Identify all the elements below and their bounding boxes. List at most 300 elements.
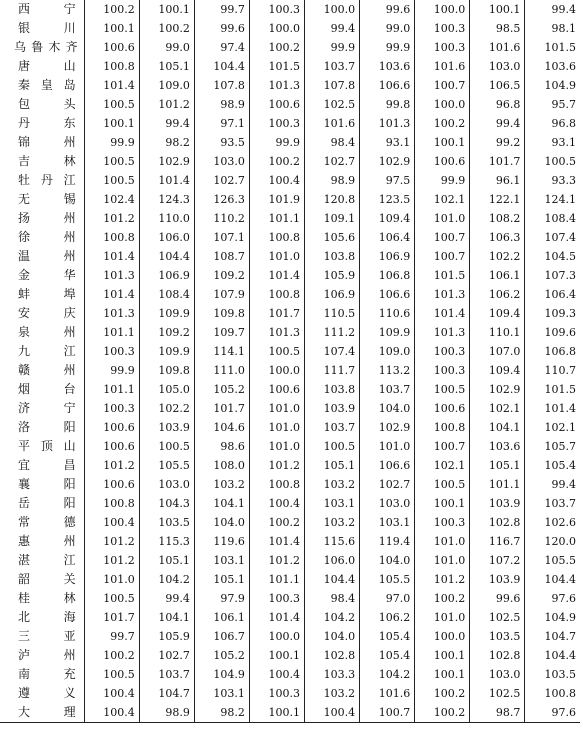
index-value-cell: 97.9 bbox=[194, 589, 249, 608]
index-value-cell: 106.9 bbox=[305, 285, 360, 304]
city-name-cell: 无锡 bbox=[18, 192, 76, 206]
table-row bbox=[0, 532, 580, 551]
index-value-cell: 104.2 bbox=[360, 665, 415, 684]
index-value-cell: 100.3 bbox=[415, 361, 470, 380]
index-value-cell: 101.3 bbox=[415, 323, 470, 342]
index-value-cell: 109.8 bbox=[139, 361, 194, 380]
index-value-cell: 104.0 bbox=[360, 551, 415, 570]
index-value-cell: 102.5 bbox=[305, 95, 360, 114]
index-value-cell: 100.3 bbox=[415, 19, 470, 38]
table-row bbox=[0, 171, 580, 190]
table-row bbox=[0, 551, 580, 570]
city-name-cell: 韶关 bbox=[18, 572, 76, 586]
index-value-cell: 102.9 bbox=[360, 418, 415, 437]
index-value-cell: 100.6 bbox=[415, 152, 470, 171]
index-value-cell: 115.3 bbox=[139, 532, 194, 551]
index-value-cell: 103.5 bbox=[525, 665, 580, 684]
index-value-cell: 103.9 bbox=[139, 418, 194, 437]
index-value-cell: 103.0 bbox=[470, 665, 525, 684]
index-value-cell: 124.3 bbox=[139, 190, 194, 209]
index-value-cell: 98.2 bbox=[139, 133, 194, 152]
city-name-cell: 赣州 bbox=[18, 363, 76, 377]
index-value-cell: 102.6 bbox=[525, 513, 580, 532]
index-value-cell: 101.5 bbox=[415, 266, 470, 285]
index-value-cell: 100.5 bbox=[415, 380, 470, 399]
index-value-cell: 102.7 bbox=[360, 475, 415, 494]
index-value-cell: 101.9 bbox=[249, 190, 304, 209]
table-row bbox=[0, 418, 580, 437]
index-value-cell: 99.7 bbox=[84, 627, 139, 646]
index-value-cell: 109.7 bbox=[194, 323, 249, 342]
index-value-cell: 101.0 bbox=[249, 418, 304, 437]
index-value-cell: 103.9 bbox=[470, 494, 525, 513]
city-name-cell: 牡丹江 bbox=[18, 173, 76, 187]
index-value-cell: 101.2 bbox=[415, 570, 470, 589]
index-value-cell: 99.7 bbox=[194, 0, 249, 19]
table-row bbox=[0, 475, 580, 494]
index-value-cell: 101.6 bbox=[360, 684, 415, 703]
city-name-cell: 吉林 bbox=[18, 154, 76, 168]
table-row bbox=[0, 38, 580, 57]
index-value-cell: 100.5 bbox=[415, 475, 470, 494]
table-row bbox=[0, 266, 580, 285]
index-value-cell: 122.1 bbox=[470, 190, 525, 209]
index-value-cell: 100.5 bbox=[249, 342, 304, 361]
table-row bbox=[0, 342, 580, 361]
index-value-cell: 98.9 bbox=[139, 703, 194, 723]
index-value-cell: 101.0 bbox=[249, 399, 304, 418]
index-value-cell: 100.0 bbox=[249, 627, 304, 646]
index-value-cell: 102.5 bbox=[470, 608, 525, 627]
table-row bbox=[0, 684, 580, 703]
index-value-cell: 100.8 bbox=[249, 285, 304, 304]
index-value-cell: 100.8 bbox=[84, 57, 139, 76]
index-value-cell: 100.7 bbox=[415, 437, 470, 456]
index-value-cell: 103.7 bbox=[305, 57, 360, 76]
index-value-cell: 101.4 bbox=[525, 399, 580, 418]
index-value-cell: 104.6 bbox=[194, 418, 249, 437]
index-value-cell: 126.3 bbox=[194, 190, 249, 209]
index-value-cell: 95.7 bbox=[525, 95, 580, 114]
index-value-cell: 102.1 bbox=[415, 190, 470, 209]
index-value-cell: 103.5 bbox=[139, 513, 194, 532]
index-value-cell: 103.7 bbox=[139, 665, 194, 684]
index-value-cell: 101.5 bbox=[525, 380, 580, 399]
index-value-cell: 103.1 bbox=[305, 494, 360, 513]
table-row bbox=[0, 190, 580, 209]
index-value-cell: 100.0 bbox=[249, 19, 304, 38]
index-value-cell: 105.1 bbox=[194, 570, 249, 589]
city-name-cell: 包头 bbox=[18, 97, 76, 111]
index-value-cell: 101.0 bbox=[415, 608, 470, 627]
index-value-cell: 103.6 bbox=[360, 57, 415, 76]
index-value-cell: 104.9 bbox=[194, 665, 249, 684]
index-value-cell: 100.1 bbox=[249, 646, 304, 665]
index-value-cell: 100.6 bbox=[249, 380, 304, 399]
index-value-cell: 100.1 bbox=[249, 703, 304, 723]
city-name-cell: 乌鲁木齐 bbox=[14, 40, 78, 54]
index-value-cell: 99.9 bbox=[84, 361, 139, 380]
table-row bbox=[0, 304, 580, 323]
table-row bbox=[0, 380, 580, 399]
index-value-cell: 106.4 bbox=[525, 285, 580, 304]
index-value-cell: 100.5 bbox=[84, 171, 139, 190]
index-value-cell: 107.8 bbox=[194, 76, 249, 95]
table-row bbox=[0, 494, 580, 513]
index-value-cell: 99.0 bbox=[360, 19, 415, 38]
index-value-cell: 109.2 bbox=[139, 323, 194, 342]
index-value-cell: 100.4 bbox=[84, 513, 139, 532]
index-value-cell: 105.1 bbox=[470, 456, 525, 475]
table-row bbox=[0, 570, 580, 589]
index-value-cell: 99.4 bbox=[139, 114, 194, 133]
index-value-cell: 104.0 bbox=[305, 627, 360, 646]
index-value-cell: 100.5 bbox=[84, 95, 139, 114]
index-value-cell: 103.2 bbox=[305, 684, 360, 703]
index-value-cell: 99.4 bbox=[525, 475, 580, 494]
index-value-cell: 101.1 bbox=[84, 323, 139, 342]
index-value-cell: 100.5 bbox=[84, 665, 139, 684]
index-value-cell: 100.8 bbox=[84, 228, 139, 247]
index-value-cell: 101.4 bbox=[249, 266, 304, 285]
city-name-cell: 九江 bbox=[18, 344, 76, 358]
index-value-cell: 106.1 bbox=[470, 266, 525, 285]
index-value-cell: 104.2 bbox=[305, 608, 360, 627]
index-value-cell: 103.0 bbox=[194, 152, 249, 171]
table-row bbox=[0, 209, 580, 228]
index-value-cell: 107.9 bbox=[194, 285, 249, 304]
city-name-cell: 泉州 bbox=[18, 325, 76, 339]
index-value-cell: 104.1 bbox=[139, 608, 194, 627]
index-value-cell: 99.4 bbox=[470, 114, 525, 133]
index-value-cell: 101.3 bbox=[84, 266, 139, 285]
table-row bbox=[0, 95, 580, 114]
index-value-cell: 120.8 bbox=[305, 190, 360, 209]
index-value-cell: 98.2 bbox=[194, 703, 249, 723]
index-value-cell: 101.2 bbox=[249, 551, 304, 570]
index-value-cell: 104.0 bbox=[360, 399, 415, 418]
table-row bbox=[0, 437, 580, 456]
index-value-cell: 110.5 bbox=[305, 304, 360, 323]
index-value-cell: 102.2 bbox=[139, 399, 194, 418]
index-value-cell: 100.4 bbox=[249, 494, 304, 513]
index-value-cell: 102.1 bbox=[470, 399, 525, 418]
index-value-cell: 106.6 bbox=[360, 456, 415, 475]
index-value-cell: 109.1 bbox=[305, 209, 360, 228]
index-value-cell: 106.5 bbox=[470, 76, 525, 95]
index-value-cell: 105.9 bbox=[139, 627, 194, 646]
index-value-cell: 108.4 bbox=[139, 285, 194, 304]
index-value-cell: 102.2 bbox=[470, 247, 525, 266]
index-value-cell: 105.2 bbox=[194, 646, 249, 665]
index-value-cell: 100.3 bbox=[84, 399, 139, 418]
index-value-cell: 104.4 bbox=[194, 57, 249, 76]
index-value-cell: 99.9 bbox=[84, 133, 139, 152]
index-value-cell: 103.8 bbox=[305, 380, 360, 399]
index-value-cell: 96.1 bbox=[470, 171, 525, 190]
index-value-cell: 105.9 bbox=[305, 266, 360, 285]
index-value-cell: 100.4 bbox=[249, 171, 304, 190]
index-value-cell: 100.2 bbox=[84, 0, 139, 19]
index-value-cell: 100.8 bbox=[525, 684, 580, 703]
index-value-cell: 101.7 bbox=[249, 304, 304, 323]
index-value-cell: 101.2 bbox=[84, 532, 139, 551]
index-value-cell: 109.0 bbox=[139, 76, 194, 95]
city-name-cell: 丹东 bbox=[18, 116, 76, 130]
city-name-cell: 湛江 bbox=[18, 553, 76, 567]
index-value-cell: 93.3 bbox=[525, 171, 580, 190]
index-value-cell: 102.8 bbox=[470, 513, 525, 532]
index-value-cell: 114.1 bbox=[194, 342, 249, 361]
index-value-cell: 103.0 bbox=[139, 475, 194, 494]
index-value-cell: 97.6 bbox=[525, 703, 580, 723]
index-value-cell: 100.1 bbox=[139, 0, 194, 19]
index-value-cell: 107.8 bbox=[305, 76, 360, 95]
index-value-cell: 104.9 bbox=[525, 608, 580, 627]
index-value-cell: 100.4 bbox=[84, 684, 139, 703]
index-value-cell: 102.7 bbox=[139, 646, 194, 665]
index-value-cell: 109.0 bbox=[360, 342, 415, 361]
index-value-cell: 101.2 bbox=[84, 209, 139, 228]
index-value-cell: 109.2 bbox=[194, 266, 249, 285]
index-value-cell: 103.9 bbox=[470, 570, 525, 589]
index-value-cell: 116.7 bbox=[470, 532, 525, 551]
index-value-cell: 100.1 bbox=[415, 133, 470, 152]
index-value-cell: 100.5 bbox=[84, 589, 139, 608]
table-row bbox=[0, 19, 580, 38]
index-value-cell: 100.7 bbox=[415, 247, 470, 266]
table-row bbox=[0, 665, 580, 684]
table-row bbox=[0, 0, 580, 19]
index-value-cell: 106.2 bbox=[470, 285, 525, 304]
index-value-cell: 107.2 bbox=[470, 551, 525, 570]
index-value-cell: 101.1 bbox=[470, 475, 525, 494]
index-value-cell: 119.6 bbox=[194, 532, 249, 551]
index-value-cell: 101.5 bbox=[249, 57, 304, 76]
city-name-cell: 平顶山 bbox=[18, 439, 76, 453]
table-row bbox=[0, 703, 580, 723]
city-name-cell: 唐山 bbox=[18, 59, 76, 73]
index-value-cell: 101.4 bbox=[249, 608, 304, 627]
index-value-cell: 100.2 bbox=[415, 589, 470, 608]
index-value-cell: 101.7 bbox=[470, 152, 525, 171]
index-value-cell: 124.1 bbox=[525, 190, 580, 209]
index-value-cell: 104.1 bbox=[470, 418, 525, 437]
index-value-cell: 103.8 bbox=[305, 247, 360, 266]
index-value-cell: 102.9 bbox=[470, 380, 525, 399]
index-value-cell: 101.0 bbox=[84, 570, 139, 589]
city-name-cell: 宜昌 bbox=[18, 458, 76, 472]
index-value-cell: 103.6 bbox=[525, 57, 580, 76]
index-value-cell: 100.6 bbox=[415, 399, 470, 418]
index-value-cell: 109.9 bbox=[360, 323, 415, 342]
index-value-cell: 99.2 bbox=[470, 133, 525, 152]
index-value-cell: 102.1 bbox=[415, 456, 470, 475]
index-value-cell: 97.5 bbox=[360, 171, 415, 190]
index-value-cell: 100.5 bbox=[84, 152, 139, 171]
index-value-cell: 105.2 bbox=[194, 380, 249, 399]
city-name-cell: 常德 bbox=[18, 515, 76, 529]
index-value-cell: 99.6 bbox=[360, 0, 415, 19]
index-value-cell: 105.1 bbox=[305, 456, 360, 475]
index-value-cell: 104.2 bbox=[139, 570, 194, 589]
index-value-cell: 108.2 bbox=[470, 209, 525, 228]
index-value-cell: 98.9 bbox=[194, 95, 249, 114]
city-name-cell: 泸州 bbox=[18, 648, 76, 662]
index-value-cell: 97.0 bbox=[360, 589, 415, 608]
index-value-cell: 100.2 bbox=[249, 38, 304, 57]
city-name-cell: 蚌埠 bbox=[18, 287, 76, 301]
index-value-cell: 93.1 bbox=[525, 133, 580, 152]
city-name-cell: 惠州 bbox=[18, 534, 76, 548]
index-value-cell: 110.7 bbox=[525, 361, 580, 380]
index-value-cell: 101.4 bbox=[84, 247, 139, 266]
index-value-cell: 102.1 bbox=[525, 418, 580, 437]
index-value-cell: 102.9 bbox=[360, 152, 415, 171]
index-value-cell: 111.0 bbox=[194, 361, 249, 380]
index-value-cell: 103.0 bbox=[360, 494, 415, 513]
index-value-cell: 101.3 bbox=[360, 114, 415, 133]
index-value-cell: 102.7 bbox=[194, 171, 249, 190]
index-value-cell: 100.1 bbox=[470, 0, 525, 19]
index-value-cell: 100.8 bbox=[84, 494, 139, 513]
table-row bbox=[0, 114, 580, 133]
index-value-cell: 100.1 bbox=[415, 665, 470, 684]
index-value-cell: 108.7 bbox=[194, 247, 249, 266]
city-name-cell: 温州 bbox=[18, 249, 76, 263]
index-value-cell: 107.0 bbox=[470, 342, 525, 361]
city-name-cell: 遵义 bbox=[18, 686, 76, 700]
index-value-cell: 101.3 bbox=[249, 323, 304, 342]
index-value-cell: 101.5 bbox=[525, 38, 580, 57]
index-value-cell: 100.2 bbox=[249, 513, 304, 532]
index-value-cell: 101.6 bbox=[305, 114, 360, 133]
table-row bbox=[0, 323, 580, 342]
table-row bbox=[0, 646, 580, 665]
index-value-cell: 101.6 bbox=[470, 38, 525, 57]
index-value-cell: 100.2 bbox=[249, 152, 304, 171]
index-value-cell: 103.2 bbox=[194, 475, 249, 494]
index-value-cell: 104.0 bbox=[194, 513, 249, 532]
index-value-cell: 100.8 bbox=[249, 228, 304, 247]
index-value-cell: 101.4 bbox=[249, 532, 304, 551]
index-value-cell: 109.8 bbox=[194, 304, 249, 323]
index-value-cell: 113.2 bbox=[360, 361, 415, 380]
index-value-cell: 100.0 bbox=[415, 0, 470, 19]
index-value-cell: 109.4 bbox=[360, 209, 415, 228]
index-value-cell: 100.0 bbox=[249, 361, 304, 380]
index-value-cell: 99.9 bbox=[305, 38, 360, 57]
index-value-cell: 98.9 bbox=[305, 171, 360, 190]
index-value-cell: 104.9 bbox=[525, 76, 580, 95]
table-row bbox=[0, 285, 580, 304]
index-value-cell: 109.9 bbox=[139, 304, 194, 323]
index-value-cell: 100.1 bbox=[84, 19, 139, 38]
index-value-cell: 98.1 bbox=[525, 19, 580, 38]
index-value-cell: 99.4 bbox=[525, 0, 580, 19]
index-value-cell: 101.1 bbox=[84, 380, 139, 399]
index-value-cell: 105.4 bbox=[360, 627, 415, 646]
index-value-cell: 101.6 bbox=[415, 57, 470, 76]
index-value-cell: 101.3 bbox=[84, 304, 139, 323]
index-value-cell: 104.3 bbox=[139, 494, 194, 513]
index-value-cell: 100.2 bbox=[415, 684, 470, 703]
index-value-cell: 101.1 bbox=[249, 570, 304, 589]
index-value-cell: 97.4 bbox=[194, 38, 249, 57]
table-row bbox=[0, 456, 580, 475]
index-value-cell: 101.3 bbox=[249, 76, 304, 95]
index-value-cell: 98.7 bbox=[470, 703, 525, 723]
index-value-cell: 99.4 bbox=[305, 19, 360, 38]
index-value-cell: 98.6 bbox=[194, 437, 249, 456]
index-value-cell: 101.4 bbox=[84, 76, 139, 95]
index-value-cell: 105.7 bbox=[525, 437, 580, 456]
index-value-cell: 106.3 bbox=[470, 228, 525, 247]
city-name-cell: 扬州 bbox=[18, 211, 76, 225]
index-value-cell: 98.5 bbox=[470, 19, 525, 38]
city-name-cell: 大理 bbox=[0, 703, 84, 723]
index-value-cell: 103.5 bbox=[470, 627, 525, 646]
index-value-cell: 100.2 bbox=[84, 646, 139, 665]
index-value-cell: 111.2 bbox=[305, 323, 360, 342]
index-value-cell: 100.8 bbox=[249, 475, 304, 494]
index-value-cell: 100.7 bbox=[415, 228, 470, 247]
index-value-cell: 100.2 bbox=[415, 114, 470, 133]
index-value-cell: 100.1 bbox=[415, 494, 470, 513]
index-value-cell: 104.1 bbox=[194, 494, 249, 513]
index-value-cell: 104.4 bbox=[525, 570, 580, 589]
city-name-cell: 桂林 bbox=[18, 591, 76, 605]
index-value-cell: 104.7 bbox=[139, 684, 194, 703]
index-value-cell: 96.8 bbox=[470, 95, 525, 114]
index-value-cell: 99.4 bbox=[139, 589, 194, 608]
index-value-cell: 101.0 bbox=[360, 437, 415, 456]
index-value-cell: 110.1 bbox=[470, 323, 525, 342]
index-value-cell: 98.4 bbox=[305, 589, 360, 608]
index-value-cell: 103.1 bbox=[194, 684, 249, 703]
index-value-cell: 101.2 bbox=[249, 456, 304, 475]
index-value-cell: 107.4 bbox=[305, 342, 360, 361]
index-value-cell: 100.3 bbox=[415, 342, 470, 361]
index-value-cell: 103.2 bbox=[305, 513, 360, 532]
index-value-cell: 100.3 bbox=[415, 38, 470, 57]
index-value-cell: 100.5 bbox=[525, 152, 580, 171]
index-value-cell: 111.7 bbox=[305, 361, 360, 380]
index-value-cell: 110.6 bbox=[360, 304, 415, 323]
index-value-cell: 101.1 bbox=[249, 209, 304, 228]
index-value-cell: 102.7 bbox=[305, 152, 360, 171]
index-value-cell: 106.7 bbox=[194, 627, 249, 646]
index-value-cell: 105.5 bbox=[360, 570, 415, 589]
index-value-cell: 100.4 bbox=[305, 703, 360, 723]
index-value-cell: 106.8 bbox=[360, 266, 415, 285]
index-value-cell: 99.9 bbox=[415, 171, 470, 190]
index-value-cell: 105.5 bbox=[139, 456, 194, 475]
table-row bbox=[0, 399, 580, 418]
table-row bbox=[0, 152, 580, 171]
index-value-cell: 99.9 bbox=[249, 133, 304, 152]
index-value-cell: 110.2 bbox=[194, 209, 249, 228]
index-value-cell: 106.8 bbox=[525, 342, 580, 361]
table-row bbox=[0, 133, 580, 152]
index-value-cell: 103.7 bbox=[525, 494, 580, 513]
index-value-cell: 101.3 bbox=[415, 285, 470, 304]
index-value-cell: 106.9 bbox=[360, 247, 415, 266]
index-value-cell: 106.1 bbox=[194, 608, 249, 627]
index-value-cell: 100.0 bbox=[415, 95, 470, 114]
city-name-cell: 西宁 bbox=[18, 2, 76, 16]
index-value-cell: 97.1 bbox=[194, 114, 249, 133]
